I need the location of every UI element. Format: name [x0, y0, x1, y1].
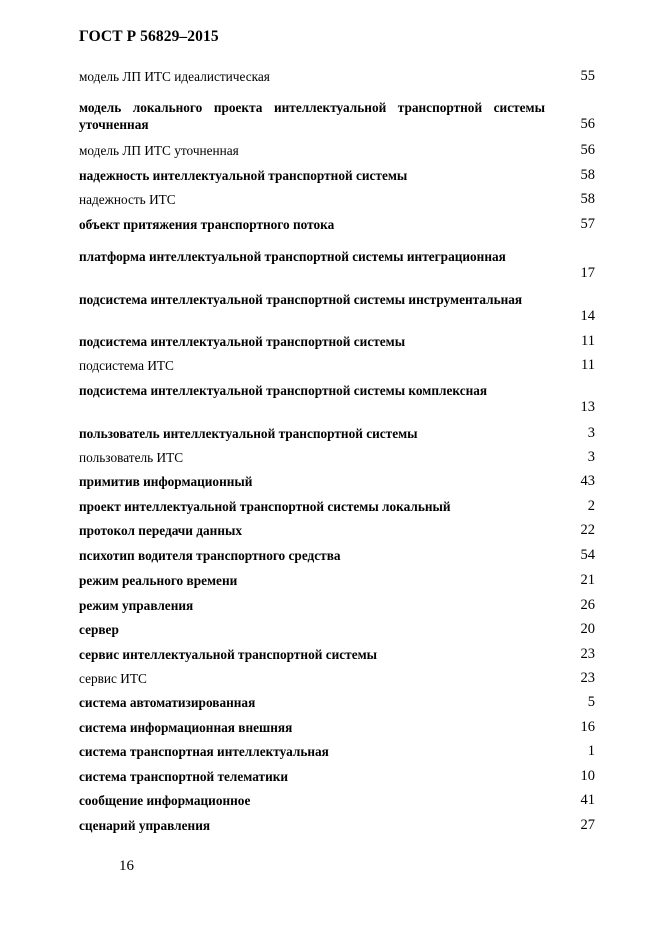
index-entry: [79, 719, 595, 736]
index-page-number: 54: [580, 547, 595, 563]
index-page-number: 3: [587, 425, 595, 441]
index-entry: [79, 191, 595, 208]
index-entry: [79, 291, 595, 325]
index-page-number: 17: [580, 265, 595, 281]
index-entry: [79, 167, 595, 184]
index-entry: [79, 768, 595, 785]
index-entry: [79, 547, 595, 564]
index-page-number: 14: [580, 308, 595, 324]
index-entry: [79, 473, 595, 490]
index-page-number: 58: [580, 167, 595, 183]
index-entry: [79, 68, 595, 85]
index-term: система транспортная интеллектуальная: [79, 744, 329, 759]
index-page-number: 58: [580, 191, 595, 207]
index-page-number: 56: [580, 116, 595, 132]
index-term: система автоматизированная: [79, 695, 256, 710]
index-entry: [79, 333, 595, 350]
index-entry: [79, 382, 595, 416]
index-entry: [79, 449, 595, 466]
index-entry: [79, 621, 595, 638]
index-term: сервис ИТС: [79, 671, 147, 686]
index-term: подсистема интеллектуальной транспортной системы: [79, 334, 406, 349]
index-term: модель локального проекта интеллектуальной транспортной системы уточненная: [79, 100, 545, 132]
index-page-number: 20: [580, 621, 595, 637]
index-entry: [79, 357, 595, 374]
index-page-number: 13: [580, 399, 595, 415]
index-term: сценарий управления: [79, 818, 211, 833]
index-term: примитив информационный: [79, 474, 253, 489]
index-term: платформа интеллектуальной транспортной системы интеграционная: [79, 249, 506, 264]
index-entry: [79, 743, 595, 760]
index-term: протокол передачи данных: [79, 523, 243, 538]
index-page-number: 3: [587, 449, 595, 465]
index-term: сервис интеллектуальной транспортной системы: [79, 647, 378, 662]
index-term: психотип водителя транспортного средства: [79, 548, 341, 563]
index-term: надежность интеллектуальной транспортной системы: [79, 168, 408, 183]
index-page-number: 55: [580, 68, 595, 84]
index-page-number: 57: [580, 216, 595, 232]
index-page-number: 23: [580, 646, 595, 662]
index-page-number: 41: [580, 792, 595, 808]
index-page-number: 43: [580, 473, 595, 489]
index-entry: [79, 694, 595, 711]
index-page-number: 5: [587, 694, 595, 710]
index-entry: [79, 99, 595, 133]
index-entry: [79, 216, 595, 233]
index-entry: [79, 597, 595, 614]
index-term: подсистема ИТС: [79, 358, 174, 373]
index-page-number: 21: [580, 572, 595, 588]
index-entry: [79, 522, 595, 539]
index-entry: [79, 670, 595, 687]
index-entry: [79, 248, 595, 282]
index-page-number: 26: [580, 597, 595, 613]
index-page-number: 56: [580, 142, 595, 158]
index-page-number: 22: [580, 522, 595, 538]
index-term: пользователь ИТС: [79, 450, 184, 465]
document-header: ГОСТ Р 56829–2015: [79, 28, 219, 45]
index-entry: [79, 142, 595, 159]
index-page-number: 10: [580, 768, 595, 784]
index-term: система информационная внешняя: [79, 720, 293, 735]
index-term: объект притяжения транспортного потока: [79, 217, 335, 232]
index-page-number: 1: [587, 743, 595, 759]
index-page-number: 23: [580, 670, 595, 686]
index-term: система транспортной телематики: [79, 769, 289, 784]
index-term: подсистема интеллектуальной транспортной системы инструментальная: [79, 292, 523, 307]
index-page-number: 27: [580, 817, 595, 833]
index-term: режим реального времени: [79, 573, 238, 588]
index-entry: [79, 572, 595, 589]
index-entry: [79, 498, 595, 515]
index-term: проект интеллектуальной транспортной системы локальный: [79, 499, 451, 514]
index-term: надежность ИТС: [79, 192, 176, 207]
index-entry: [79, 646, 595, 663]
index-term: модель ЛП ИТС уточненная: [79, 143, 239, 158]
index-term: сообщение информационное: [79, 793, 251, 808]
index-term: подсистема интеллектуальной транспортной системы комплексная: [79, 383, 488, 398]
index-term: режим управления: [79, 598, 194, 613]
index-page-number: 2: [587, 498, 595, 514]
index-term: сервер: [79, 622, 119, 637]
index-entry: [79, 817, 595, 834]
page-number: 16: [119, 858, 134, 874]
index-term: модель ЛП ИТС идеалистическая: [79, 69, 270, 84]
index-term: пользователь интеллектуальной транспортной системы: [79, 426, 418, 441]
index-page-number: 11: [581, 333, 595, 349]
index-page-number: 16: [580, 719, 595, 735]
index-entry: [79, 425, 595, 442]
index-page-number: 11: [581, 357, 595, 373]
index-entry: [79, 792, 595, 809]
